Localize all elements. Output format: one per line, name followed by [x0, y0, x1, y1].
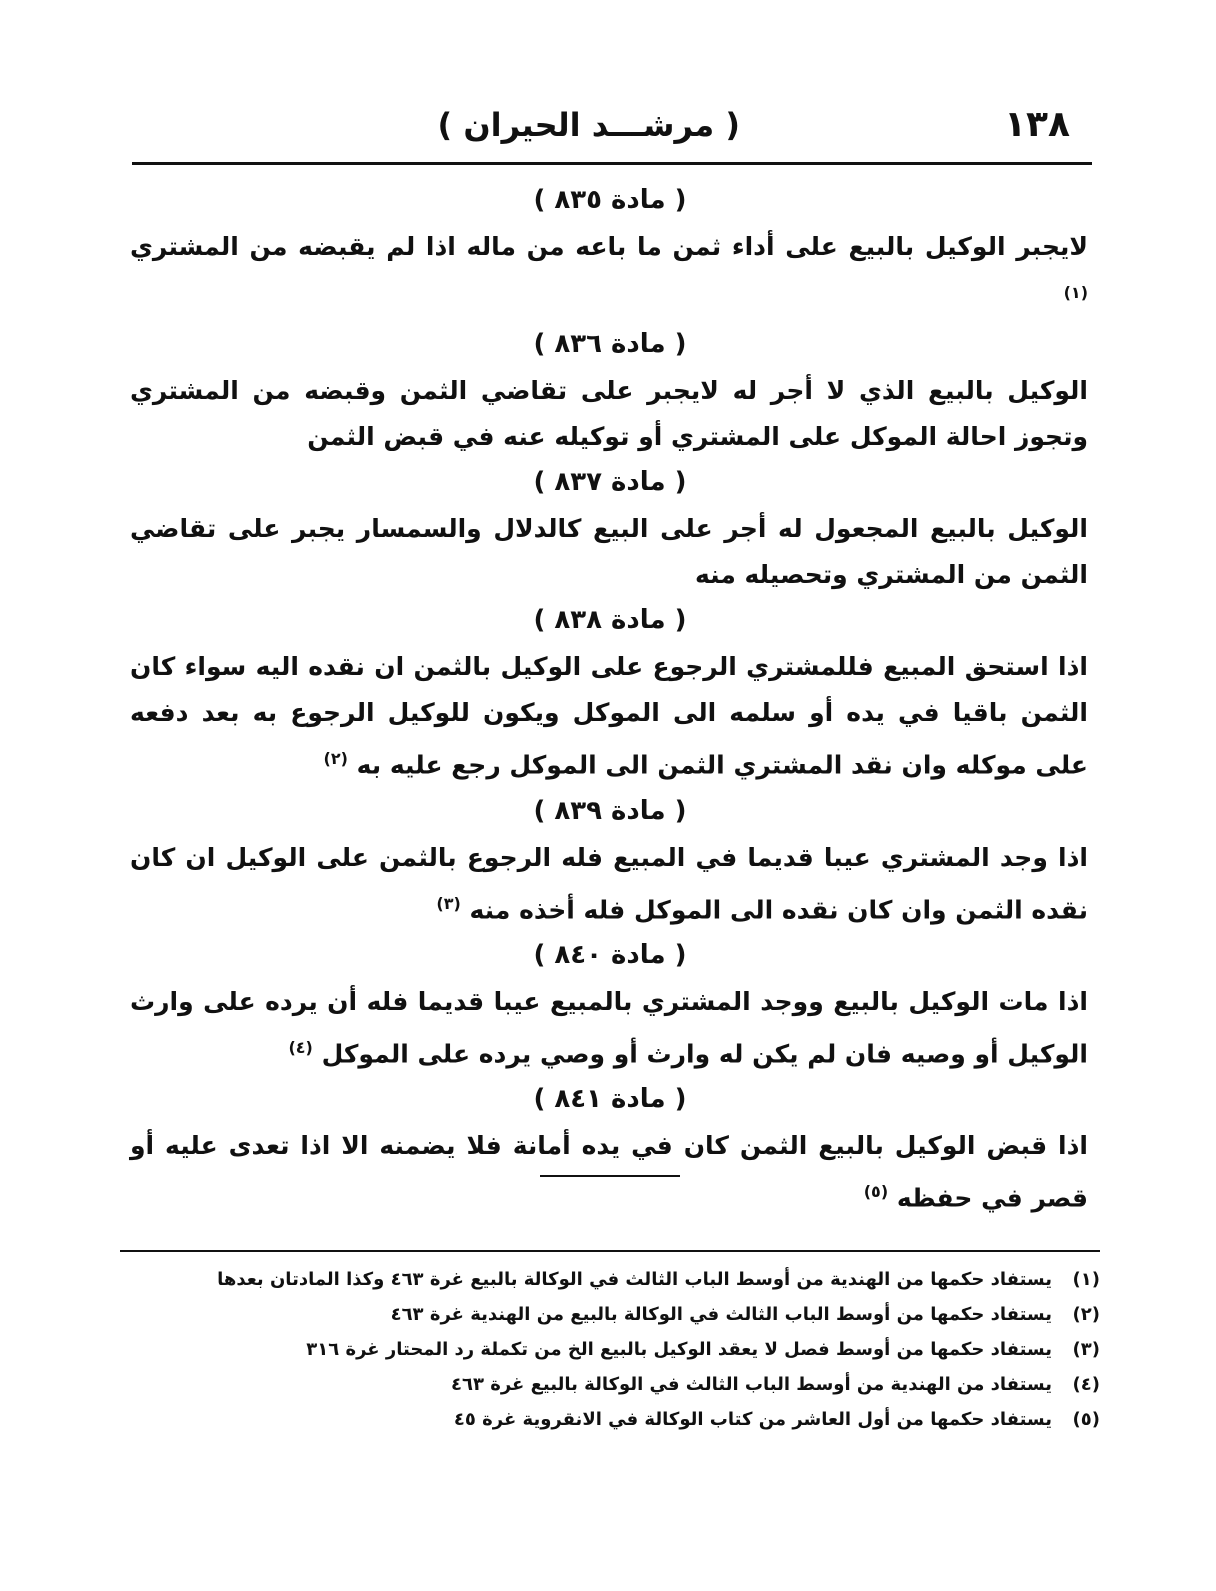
- article-841: [130, 1081, 1090, 1221]
- articles-section: [130, 182, 1090, 1226]
- article-text: [130, 506, 1090, 598]
- footnote: [140, 1262, 1100, 1297]
- article-heading: ( مادة ٨٣٧ ): [533, 467, 687, 498]
- footnote-ref: (٥): [863, 1182, 889, 1202]
- page-header: [120, 100, 1100, 150]
- footnote-number: (٢): [1072, 1304, 1100, 1325]
- article-text: [130, 979, 1090, 1077]
- footnote-ref: (٤): [288, 1037, 313, 1057]
- footnote-number: (١): [1072, 1269, 1100, 1290]
- footnote-text: يستفاد حكمها من أوسط الباب الثالث في الوكالة بالبيع من الهندية غرة ٤٦٣: [390, 1304, 1052, 1325]
- footnote-text: يستفاد حكمها من أوسط فصل لا يعقد الوكيل بالبيع الخ من تكملة رد المحتار غرة ٣١٦: [306, 1339, 1052, 1360]
- footnotes-section: [140, 1262, 1100, 1437]
- article-body: اذا مات الوكيل بالبيع ووجد المشتري بالمبيع عيبا قديما فله أن يرده على وارث الوكيل أو وصيه فان لم يكن له وارث أو وصي يرده على الموكل: [130, 986, 1088, 1069]
- article-837: [130, 464, 1090, 598]
- article-heading: ( مادة ٨٤٠ ): [533, 939, 687, 970]
- article-heading: ( مادة ٨٣٩ ): [533, 795, 687, 826]
- footnote: [140, 1332, 1100, 1367]
- article-heading: ( مادة ٨٣٦ ): [533, 329, 687, 360]
- article-835: [130, 182, 1090, 322]
- footnote-number: (٣): [1072, 1339, 1100, 1360]
- article-body: اذا وجد المشتري عيبا قديما في المبيع فله الرجوع بالثمن على الوكيل ان كان نقده الثمن وان كان نقده الى الموكل فله أخذه منه: [130, 842, 1088, 924]
- footnote-ref: (١): [1063, 283, 1088, 302]
- footnote-text: يستفاد حكمها من الهندية من أوسط الباب الثالث في الوكالة بالبيع غرة ٤٦٣ وكذا المادتان بعدها: [217, 1269, 1052, 1290]
- header-divider: [132, 162, 1092, 165]
- footnote-divider: [120, 1250, 1100, 1252]
- footnote: [140, 1402, 1100, 1437]
- article-text: [130, 224, 1090, 322]
- article-body: الوكيل بالبيع الذي لا أجر له لايجبر على تقاضي الثمن وقبضه من المشتري وتجوز احالة الموكل على المشتري أو توكيله عنه في قبض الثمن: [130, 376, 1088, 452]
- article-heading: ( مادة ٨٣٥ ): [533, 185, 687, 215]
- section-end-divider: [540, 1175, 680, 1177]
- footnote: [140, 1297, 1100, 1332]
- article-840: [130, 937, 1090, 1077]
- document-page: [120, 90, 1100, 1510]
- article-text: [130, 835, 1090, 933]
- footnote-number: (٥): [1072, 1409, 1100, 1430]
- article-body: اذا استحق المبيع فللمشتري الرجوع على الوكيل بالثمن ان نقده اليه سواء كان الثمن باقيا في يده أو سلمه الى الموكل ويكون للوكيل الرجوع به بعد دفعه على موكله وان نقد المشتري الثمن الى الموكل رجع عليه به: [130, 652, 1088, 780]
- book-title: ( مرشـــد الحيران ): [437, 106, 740, 144]
- page-number: ١٣٨: [1004, 104, 1070, 145]
- footnote-text: يستفاد حكمها من أول العاشر من كتاب الوكالة في الانقروية غرة ٤٥: [453, 1409, 1052, 1430]
- article-text: [130, 644, 1090, 788]
- article-heading: ( مادة ٨٣٨ ): [533, 605, 687, 636]
- footnote-number: (٤): [1072, 1374, 1100, 1395]
- article-heading: ( مادة ٨٤١ ): [533, 1084, 687, 1115]
- footnote-ref: (٣): [436, 893, 461, 913]
- article-text: [130, 368, 1090, 460]
- article-text: [130, 1123, 1090, 1221]
- footnote-ref: (٢): [323, 749, 348, 769]
- footnote-text: يستفاد من الهندية من أوسط الباب الثالث في الوكالة بالبيع غرة ٤٦٣: [451, 1374, 1052, 1395]
- footnote: [140, 1367, 1100, 1402]
- article-838: [130, 602, 1090, 788]
- article-body: اذا قبض الوكيل بالبيع الثمن كان في يده أمانة فلا يضمنه الا اذا تعدى عليه أو قصر في حفظه: [130, 1131, 1088, 1213]
- article-836: [130, 326, 1090, 460]
- article-body: لايجبر الوكيل بالبيع على أداء ثمن ما باعه من ماله اذا لم يقبضه من المشتري: [130, 232, 1088, 261]
- article-body: الوكيل بالبيع المجعول له أجر على البيع كالدلال والسمسار يجبر على تقاضي الثمن من المشتري وتحصيله منه: [130, 514, 1088, 590]
- article-839: [130, 793, 1090, 933]
